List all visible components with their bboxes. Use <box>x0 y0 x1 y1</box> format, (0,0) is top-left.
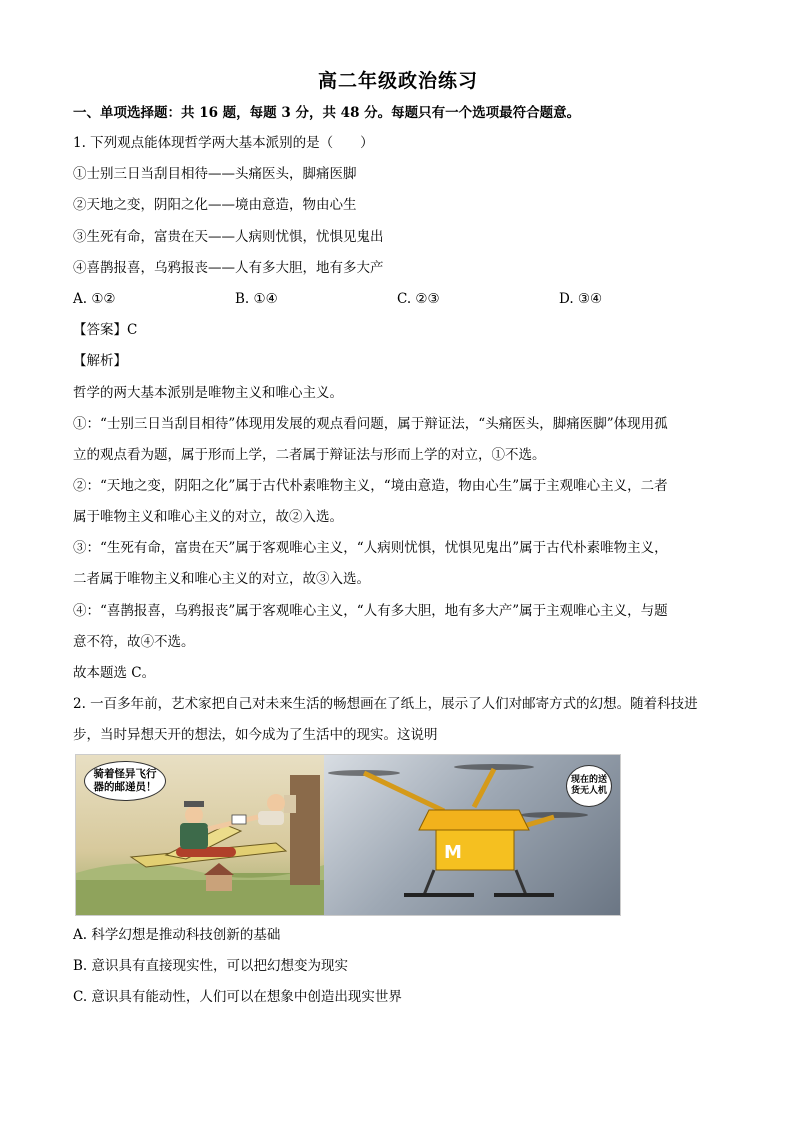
analysis-line: ①：“士别三日当刮目相待”体现用发展的观点看问题，属于辩证法，“头痛医头，脚痛医脚”体现用孤 <box>73 416 668 432</box>
q1-answer: 【答案】C <box>73 322 138 338</box>
q1-item-4: ④喜鹊报喜，乌鸦报丧——人有多大胆，地有多大产 <box>73 260 384 276</box>
speech-bubble-left: 骑着怪异飞行 器的邮递员！ <box>84 761 166 801</box>
analysis-line: 哲学的两大基本派别是唯物主义和唯心主义。 <box>73 385 343 401</box>
q2-stem-line-1: 2. 一百多年前，艺术家把自己对未来生活的畅想画在了纸上，展示了人们对邮寄方式的幻想。随着科技进 <box>73 696 698 712</box>
q2-option-a: A. 科学幻想是推动科技创新的基础 <box>73 927 281 943</box>
q1-option-a: A. ①② <box>73 291 116 307</box>
speech-bubble-right: 现在的送 货无人机 <box>566 765 612 807</box>
analysis-line: ③：“生死有命，富贵在天”属于客观唯心主义，“人病则忧惧，忧惧见鬼出”属于古代朴素唯物主义， <box>73 540 668 556</box>
analysis-line: ④：“喜鹊报喜，乌鸦报丧”属于客观唯心主义，“人有多大胆，地有多大产”属于主观唯心主义，与题 <box>73 603 668 619</box>
delivery-drone-picture <box>324 755 620 915</box>
section-heading: 一、单项选择题：共 16 题，每题 3 分，共 48 分。每题只有一个选项最符合题意。 <box>73 105 581 121</box>
analysis-line: 意不符，故④不选。 <box>73 634 195 650</box>
q2-stem-line-2: 步，当时异想天开的想法，如今成为了生活中的现实。这说明 <box>73 727 438 743</box>
q1-option-d: D. ③④ <box>559 291 603 307</box>
q1-stem: 1. 下列观点能体现哲学两大基本派别的是（ ） <box>73 135 374 151</box>
q1-option-c: C. ②③ <box>397 291 440 307</box>
flying-postman-picture <box>76 755 324 915</box>
q2-option-c: C. 意识具有能动性，人们可以在想象中创造出现实世界 <box>73 989 402 1005</box>
analysis-line: ②：“天地之变，阴阳之化”属于古代朴素唯物主义，“境由意造，物由心生”属于主观唯心主义，二者 <box>73 478 668 494</box>
page-title: 高二年级政治练习 <box>317 70 478 92</box>
q1-option-b: B. ①④ <box>235 291 278 307</box>
q1-options <box>73 290 723 308</box>
analysis-line: 属于唯物主义和唯心主义的对立，故②入选。 <box>73 509 343 525</box>
q1-item-3: ③生死有命，富贵在天——人病则忧惧，忧惧见鬼出 <box>73 229 384 245</box>
analysis-line: 二者属于唯物主义和唯心主义的对立，故③入选。 <box>73 571 370 587</box>
analysis-line: 故本题选 C。 <box>73 665 156 681</box>
q1-item-2: ②天地之变，阴阳之化——境由意造，物由心生 <box>73 197 357 213</box>
analysis-line: 立的观点看为题，属于形而上学，二者属于辩证法与形而上学的对立，①不选。 <box>73 447 546 463</box>
q1-analysis-label: 【解析】 <box>73 353 127 369</box>
q1-item-1: ①士别三日当刮目相待——头痛医头，脚痛医脚 <box>73 166 357 182</box>
q2-option-b: B. 意识具有直接现实性，可以把幻想变为现实 <box>73 958 349 974</box>
q2-illustration <box>75 754 621 916</box>
svg-text:M: M <box>444 842 462 863</box>
